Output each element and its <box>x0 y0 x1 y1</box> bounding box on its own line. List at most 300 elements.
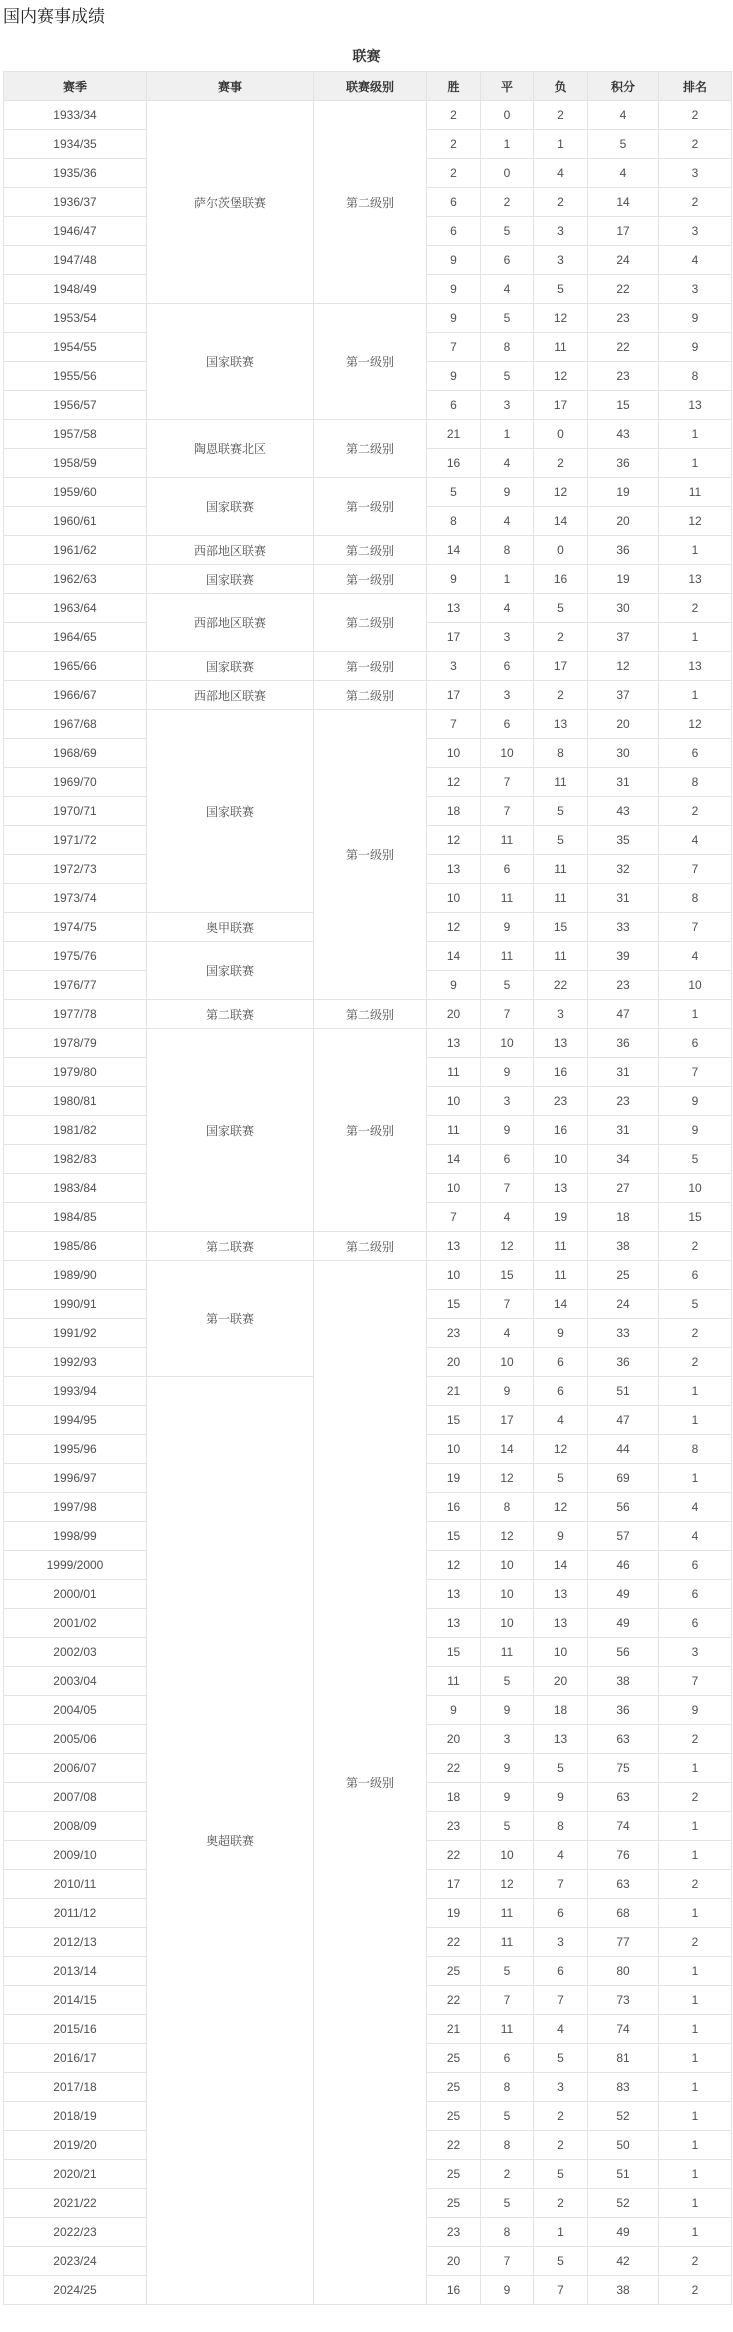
table-row <box>4 101 732 130</box>
rank-cell: 3 <box>659 217 732 246</box>
level-cell: 第二级别 <box>314 1232 427 1261</box>
season-cell: 1990/91 <box>4 1290 147 1319</box>
draws-cell: 15 <box>481 1261 534 1290</box>
draws-cell: 4 <box>481 594 534 623</box>
column-header-losses: 负 <box>534 72 588 101</box>
season-cell: 1962/63 <box>4 565 147 594</box>
wins-cell: 18 <box>427 797 481 826</box>
competition-cell: 第二联赛 <box>147 1000 314 1029</box>
competition-cell: 国家联赛 <box>147 652 314 681</box>
season-cell: 2022/23 <box>4 2218 147 2247</box>
draws-cell: 12 <box>481 1464 534 1493</box>
points-cell: 51 <box>588 1377 659 1406</box>
losses-cell: 11 <box>534 333 588 362</box>
draws-cell: 4 <box>481 1319 534 1348</box>
points-cell: 30 <box>588 739 659 768</box>
rank-cell: 8 <box>659 884 732 913</box>
rank-cell: 2 <box>659 130 732 159</box>
wins-cell: 15 <box>427 1522 481 1551</box>
level-cell: 第一级别 <box>314 478 427 536</box>
points-cell: 31 <box>588 1116 659 1145</box>
losses-cell: 10 <box>534 1145 588 1174</box>
points-cell: 32 <box>588 855 659 884</box>
season-cell: 1948/49 <box>4 275 147 304</box>
wins-cell: 9 <box>427 304 481 333</box>
draws-cell: 11 <box>481 1638 534 1667</box>
points-cell: 22 <box>588 333 659 362</box>
draws-cell: 7 <box>481 1290 534 1319</box>
points-cell: 56 <box>588 1638 659 1667</box>
losses-cell: 5 <box>534 1754 588 1783</box>
draws-cell: 8 <box>481 2218 534 2247</box>
losses-cell: 2 <box>534 2189 588 2218</box>
rank-cell: 2 <box>659 1783 732 1812</box>
losses-cell: 14 <box>534 1551 588 1580</box>
season-cell: 2004/05 <box>4 1696 147 1725</box>
competition-cell: 西部地区联赛 <box>147 536 314 565</box>
wins-cell: 17 <box>427 681 481 710</box>
competition-cell: 国家联赛 <box>147 710 314 913</box>
competition-cell: 国家联赛 <box>147 565 314 594</box>
table-row <box>4 1261 732 1290</box>
draws-cell: 4 <box>481 1203 534 1232</box>
losses-cell: 11 <box>534 1232 588 1261</box>
draws-cell: 9 <box>481 1696 534 1725</box>
draws-cell: 9 <box>481 1377 534 1406</box>
losses-cell: 8 <box>534 1812 588 1841</box>
season-cell: 1965/66 <box>4 652 147 681</box>
wins-cell: 20 <box>427 1000 481 1029</box>
losses-cell: 11 <box>534 855 588 884</box>
rank-cell: 12 <box>659 710 732 739</box>
wins-cell: 19 <box>427 1464 481 1493</box>
losses-cell: 17 <box>534 391 588 420</box>
season-cell: 2000/01 <box>4 1580 147 1609</box>
rank-cell: 1 <box>659 420 732 449</box>
draws-cell: 1 <box>481 420 534 449</box>
rank-cell: 7 <box>659 855 732 884</box>
points-cell: 47 <box>588 1406 659 1435</box>
draws-cell: 8 <box>481 1493 534 1522</box>
losses-cell: 13 <box>534 1725 588 1754</box>
season-cell: 2018/19 <box>4 2102 147 2131</box>
points-cell: 33 <box>588 913 659 942</box>
points-cell: 19 <box>588 565 659 594</box>
wins-cell: 18 <box>427 1783 481 1812</box>
table-row <box>4 565 732 594</box>
season-cell: 1979/80 <box>4 1058 147 1087</box>
losses-cell: 6 <box>534 1957 588 1986</box>
rank-cell: 6 <box>659 1261 732 1290</box>
season-cell: 2013/14 <box>4 1957 147 1986</box>
points-cell: 43 <box>588 797 659 826</box>
wins-cell: 13 <box>427 594 481 623</box>
draws-cell: 9 <box>481 1783 534 1812</box>
level-cell: 第二级别 <box>314 536 427 565</box>
rank-cell: 7 <box>659 1058 732 1087</box>
season-cell: 1966/67 <box>4 681 147 710</box>
column-header-level: 联赛级别 <box>314 72 427 101</box>
losses-cell: 5 <box>534 275 588 304</box>
draws-cell: 8 <box>481 333 534 362</box>
draws-cell: 6 <box>481 246 534 275</box>
season-cell: 1967/68 <box>4 710 147 739</box>
rank-cell: 1 <box>659 2160 732 2189</box>
season-cell: 1958/59 <box>4 449 147 478</box>
draws-cell: 5 <box>481 971 534 1000</box>
season-cell: 1984/85 <box>4 1203 147 1232</box>
wins-cell: 10 <box>427 1261 481 1290</box>
season-cell: 2009/10 <box>4 1841 147 1870</box>
losses-cell: 2 <box>534 2131 588 2160</box>
wins-cell: 21 <box>427 2015 481 2044</box>
season-cell: 1981/82 <box>4 1116 147 1145</box>
losses-cell: 6 <box>534 1348 588 1377</box>
rank-cell: 4 <box>659 1493 732 1522</box>
draws-cell: 3 <box>481 1087 534 1116</box>
draws-cell: 8 <box>481 2073 534 2102</box>
rank-cell: 15 <box>659 1203 732 1232</box>
draws-cell: 4 <box>481 449 534 478</box>
level-cell: 第一级别 <box>314 565 427 594</box>
losses-cell: 1 <box>534 130 588 159</box>
losses-cell: 22 <box>534 971 588 1000</box>
rank-cell: 1 <box>659 1377 732 1406</box>
rank-cell: 9 <box>659 1696 732 1725</box>
draws-cell: 7 <box>481 1000 534 1029</box>
points-cell: 23 <box>588 362 659 391</box>
losses-cell: 7 <box>534 1986 588 2015</box>
draws-cell: 14 <box>481 1435 534 1464</box>
season-cell: 1969/70 <box>4 768 147 797</box>
rank-cell: 2 <box>659 1232 732 1261</box>
points-cell: 36 <box>588 1348 659 1377</box>
column-header-competition: 赛事 <box>147 72 314 101</box>
wins-cell: 12 <box>427 1551 481 1580</box>
draws-cell: 7 <box>481 2247 534 2276</box>
points-cell: 36 <box>588 536 659 565</box>
rank-cell: 1 <box>659 2073 732 2102</box>
rank-cell: 4 <box>659 1522 732 1551</box>
points-cell: 36 <box>588 1696 659 1725</box>
rank-cell: 6 <box>659 739 732 768</box>
losses-cell: 2 <box>534 2102 588 2131</box>
season-cell: 2021/22 <box>4 2189 147 2218</box>
table-row <box>4 710 732 739</box>
rank-cell: 2 <box>659 1928 732 1957</box>
points-cell: 49 <box>588 2218 659 2247</box>
wins-cell: 11 <box>427 1667 481 1696</box>
column-header-season: 赛季 <box>4 72 147 101</box>
table-row <box>4 681 732 710</box>
wins-cell: 21 <box>427 1377 481 1406</box>
season-cell: 1936/37 <box>4 188 147 217</box>
season-cell: 1992/93 <box>4 1348 147 1377</box>
draws-cell: 12 <box>481 1870 534 1899</box>
losses-cell: 11 <box>534 942 588 971</box>
points-cell: 30 <box>588 594 659 623</box>
rank-cell: 1 <box>659 1000 732 1029</box>
losses-cell: 5 <box>534 797 588 826</box>
rank-cell: 13 <box>659 652 732 681</box>
points-cell: 49 <box>588 1580 659 1609</box>
points-cell: 76 <box>588 1841 659 1870</box>
season-cell: 2016/17 <box>4 2044 147 2073</box>
draws-cell: 9 <box>481 2276 534 2305</box>
draws-cell: 11 <box>481 942 534 971</box>
rank-cell: 2 <box>659 188 732 217</box>
wins-cell: 15 <box>427 1290 481 1319</box>
rank-cell: 6 <box>659 1029 732 1058</box>
season-cell: 1960/61 <box>4 507 147 536</box>
wins-cell: 13 <box>427 1232 481 1261</box>
points-cell: 24 <box>588 1290 659 1319</box>
wins-cell: 22 <box>427 1754 481 1783</box>
points-cell: 4 <box>588 101 659 130</box>
losses-cell: 16 <box>534 1058 588 1087</box>
competition-cell: 国家联赛 <box>147 478 314 536</box>
wins-cell: 22 <box>427 1841 481 1870</box>
draws-cell: 0 <box>481 159 534 188</box>
draws-cell: 1 <box>481 565 534 594</box>
season-cell: 1978/79 <box>4 1029 147 1058</box>
points-cell: 31 <box>588 768 659 797</box>
draws-cell: 7 <box>481 768 534 797</box>
rank-cell: 1 <box>659 681 732 710</box>
wins-cell: 9 <box>427 246 481 275</box>
wins-cell: 14 <box>427 536 481 565</box>
wins-cell: 19 <box>427 1899 481 1928</box>
points-cell: 42 <box>588 2247 659 2276</box>
draws-cell: 11 <box>481 2015 534 2044</box>
rank-cell: 10 <box>659 1174 732 1203</box>
points-cell: 57 <box>588 1522 659 1551</box>
points-cell: 31 <box>588 1058 659 1087</box>
season-cell: 1947/48 <box>4 246 147 275</box>
draws-cell: 6 <box>481 710 534 739</box>
page-title: 国内赛事成绩 <box>3 7 105 26</box>
points-cell: 81 <box>588 2044 659 2073</box>
wins-cell: 7 <box>427 1203 481 1232</box>
wins-cell: 25 <box>427 2102 481 2131</box>
season-cell: 2008/09 <box>4 1812 147 1841</box>
wins-cell: 2 <box>427 159 481 188</box>
season-cell: 1985/86 <box>4 1232 147 1261</box>
season-cell: 2015/16 <box>4 2015 147 2044</box>
draws-cell: 7 <box>481 1986 534 2015</box>
points-cell: 80 <box>588 1957 659 1986</box>
wins-cell: 20 <box>427 1725 481 1754</box>
rank-cell: 1 <box>659 1899 732 1928</box>
draws-cell: 11 <box>481 826 534 855</box>
losses-cell: 4 <box>534 159 588 188</box>
rank-cell: 10 <box>659 971 732 1000</box>
rank-cell: 1 <box>659 536 732 565</box>
wins-cell: 13 <box>427 1029 481 1058</box>
competition-cell: 国家联赛 <box>147 1029 314 1232</box>
season-cell: 1999/2000 <box>4 1551 147 1580</box>
column-header-wins: 胜 <box>427 72 481 101</box>
season-cell: 2006/07 <box>4 1754 147 1783</box>
points-cell: 63 <box>588 1783 659 1812</box>
wins-cell: 23 <box>427 1319 481 1348</box>
column-header-draws: 平 <box>481 72 534 101</box>
losses-cell: 15 <box>534 913 588 942</box>
draws-cell: 10 <box>481 1029 534 1058</box>
rank-cell: 2 <box>659 1870 732 1899</box>
season-cell: 1933/34 <box>4 101 147 130</box>
losses-cell: 20 <box>534 1667 588 1696</box>
losses-cell: 2 <box>534 188 588 217</box>
rank-cell: 13 <box>659 391 732 420</box>
losses-cell: 9 <box>534 1319 588 1348</box>
losses-cell: 5 <box>534 826 588 855</box>
points-cell: 35 <box>588 826 659 855</box>
level-cell: 第二级别 <box>314 101 427 304</box>
wins-cell: 6 <box>427 188 481 217</box>
rank-cell: 2 <box>659 2247 732 2276</box>
level-cell: 第一级别 <box>314 710 427 1000</box>
losses-cell: 13 <box>534 1580 588 1609</box>
points-cell: 34 <box>588 1145 659 1174</box>
points-cell: 73 <box>588 1986 659 2015</box>
losses-cell: 4 <box>534 1841 588 1870</box>
points-cell: 18 <box>588 1203 659 1232</box>
draws-cell: 5 <box>481 2189 534 2218</box>
losses-cell: 2 <box>534 623 588 652</box>
losses-cell: 14 <box>534 507 588 536</box>
points-cell: 44 <box>588 1435 659 1464</box>
rank-cell: 8 <box>659 362 732 391</box>
draws-cell: 10 <box>481 1580 534 1609</box>
wins-cell: 2 <box>427 130 481 159</box>
season-cell: 1998/99 <box>4 1522 147 1551</box>
points-cell: 63 <box>588 1725 659 1754</box>
season-cell: 2002/03 <box>4 1638 147 1667</box>
points-cell: 17 <box>588 217 659 246</box>
losses-cell: 9 <box>534 1522 588 1551</box>
wins-cell: 25 <box>427 2189 481 2218</box>
losses-cell: 6 <box>534 1899 588 1928</box>
rank-cell: 1 <box>659 2189 732 2218</box>
losses-cell: 11 <box>534 768 588 797</box>
draws-cell: 3 <box>481 391 534 420</box>
rank-cell: 4 <box>659 942 732 971</box>
points-cell: 77 <box>588 1928 659 1957</box>
rank-cell: 1 <box>659 1754 732 1783</box>
wins-cell: 15 <box>427 1406 481 1435</box>
wins-cell: 7 <box>427 333 481 362</box>
wins-cell: 16 <box>427 449 481 478</box>
draws-cell: 10 <box>481 1551 534 1580</box>
wins-cell: 16 <box>427 2276 481 2305</box>
season-cell: 2005/06 <box>4 1725 147 1754</box>
draws-cell: 10 <box>481 739 534 768</box>
losses-cell: 5 <box>534 2247 588 2276</box>
season-cell: 1989/90 <box>4 1261 147 1290</box>
wins-cell: 9 <box>427 565 481 594</box>
draws-cell: 11 <box>481 1928 534 1957</box>
losses-cell: 11 <box>534 884 588 913</box>
draws-cell: 2 <box>481 188 534 217</box>
season-cell: 1994/95 <box>4 1406 147 1435</box>
draws-cell: 8 <box>481 536 534 565</box>
wins-cell: 12 <box>427 768 481 797</box>
draws-cell: 6 <box>481 1145 534 1174</box>
wins-cell: 10 <box>427 739 481 768</box>
draws-cell: 3 <box>481 681 534 710</box>
losses-cell: 5 <box>534 2160 588 2189</box>
losses-cell: 13 <box>534 1174 588 1203</box>
losses-cell: 16 <box>534 565 588 594</box>
losses-cell: 2 <box>534 681 588 710</box>
wins-cell: 25 <box>427 2073 481 2102</box>
league-table-body <box>4 101 732 2305</box>
draws-cell: 8 <box>481 2131 534 2160</box>
losses-cell: 4 <box>534 2015 588 2044</box>
losses-cell: 5 <box>534 2044 588 2073</box>
rank-cell: 11 <box>659 478 732 507</box>
rank-cell: 9 <box>659 333 732 362</box>
rank-cell: 5 <box>659 1290 732 1319</box>
wins-cell: 8 <box>427 507 481 536</box>
draws-cell: 9 <box>481 1116 534 1145</box>
points-cell: 38 <box>588 1667 659 1696</box>
competition-cell: 国家联赛 <box>147 304 314 420</box>
rank-cell: 2 <box>659 101 732 130</box>
losses-cell: 18 <box>534 1696 588 1725</box>
rank-cell: 1 <box>659 449 732 478</box>
points-cell: 23 <box>588 1087 659 1116</box>
wins-cell: 12 <box>427 826 481 855</box>
losses-cell: 10 <box>534 1638 588 1667</box>
wins-cell: 15 <box>427 1638 481 1667</box>
draws-cell: 5 <box>481 217 534 246</box>
points-cell: 20 <box>588 710 659 739</box>
rank-cell: 1 <box>659 2015 732 2044</box>
points-cell: 63 <box>588 1870 659 1899</box>
rank-cell: 9 <box>659 1087 732 1116</box>
draws-cell: 17 <box>481 1406 534 1435</box>
season-cell: 2014/15 <box>4 1986 147 2015</box>
season-cell: 1976/77 <box>4 971 147 1000</box>
season-cell: 1993/94 <box>4 1377 147 1406</box>
losses-cell: 13 <box>534 1029 588 1058</box>
wins-cell: 5 <box>427 478 481 507</box>
draws-cell: 6 <box>481 652 534 681</box>
wins-cell: 13 <box>427 1580 481 1609</box>
table-row <box>4 536 732 565</box>
level-cell: 第一级别 <box>314 652 427 681</box>
points-cell: 12 <box>588 652 659 681</box>
wins-cell: 23 <box>427 1812 481 1841</box>
draws-cell: 10 <box>481 1609 534 1638</box>
wins-cell: 22 <box>427 1928 481 1957</box>
season-cell: 1964/65 <box>4 623 147 652</box>
wins-cell: 6 <box>427 391 481 420</box>
rank-cell: 7 <box>659 913 732 942</box>
competition-cell: 奥超联赛 <box>147 1377 314 2305</box>
draws-cell: 12 <box>481 1522 534 1551</box>
wins-cell: 25 <box>427 1957 481 1986</box>
points-cell: 23 <box>588 971 659 1000</box>
losses-cell: 12 <box>534 1493 588 1522</box>
season-cell: 2010/11 <box>4 1870 147 1899</box>
wins-cell: 10 <box>427 1435 481 1464</box>
season-cell: 2012/13 <box>4 1928 147 1957</box>
rank-cell: 1 <box>659 2102 732 2131</box>
season-cell: 2017/18 <box>4 2073 147 2102</box>
